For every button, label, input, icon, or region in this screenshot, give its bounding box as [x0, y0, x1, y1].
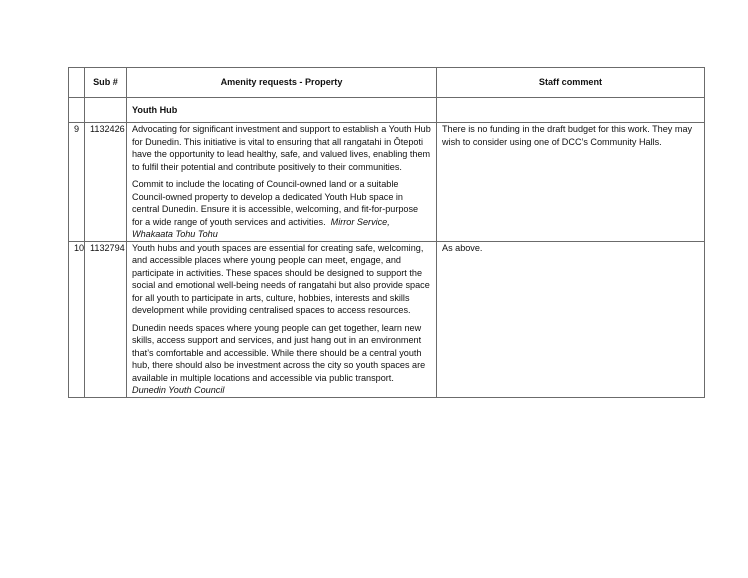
- section-empty-cell: [437, 98, 705, 123]
- submitter-signature: Dunedin Youth Council: [132, 385, 225, 395]
- section-empty-cell: [85, 98, 127, 123]
- amenity-requests-table: [68, 67, 705, 398]
- submission-number: 1132426: [85, 123, 127, 242]
- request-text: Dunedin needs spaces where young people can get together, learn new skills, access support and services, and just hang out in an environment that’s comfortable and accessible. While there should be a central youth hub, there should also be investment across the city so youth spaces are available in multiple locations and accessible via public transport.: [132, 322, 426, 383]
- request-cell: [127, 241, 437, 397]
- request-paragraph: Youth hubs and youth spaces are essential for creating safe, welcoming, and accessible places where young people can meet, engage, and participate in activities. These spaces should be designed to support the social and emotional well-being needs of rangatahi but also provide space for all youth to participate in arts, culture, hobbies, interests and skills development while providing centralised spaces to access resources.: [132, 242, 430, 315]
- section-row: [69, 98, 705, 123]
- submitter-signature: Mirror Service, Whakaata Tohu Tohu: [132, 216, 390, 239]
- staff-comment: As above.: [437, 241, 705, 397]
- request-paragraph: [132, 178, 431, 241]
- row-number: 10: [69, 241, 85, 397]
- table-row: [69, 241, 705, 397]
- submission-number: 1132794: [85, 241, 127, 397]
- request-cell: [127, 123, 437, 242]
- header-number: [69, 68, 85, 98]
- table-header-row: [69, 68, 705, 98]
- table-row: [69, 123, 705, 242]
- request-paragraph: [132, 322, 431, 397]
- section-empty-cell: [69, 98, 85, 123]
- request-paragraph: Advocating for significant investment and support to establish a Youth Hub for Dunedin. This initiative is vital to ensuring that all rangatahi in Ōtepoti have the opportunity to lead healthy, safe, and valued lives, enabling them to fulfil their potential and contribute positively to their communities.: [132, 124, 431, 172]
- header-amenity-requests: Amenity requests - Property: [127, 68, 437, 98]
- header-sub-number: Sub #: [85, 68, 127, 98]
- row-number: 9: [69, 123, 85, 242]
- staff-comment: There is no funding in the draft budget for this work. They may wish to consider using one of DCC’s Community Halls.: [437, 123, 705, 242]
- section-title: Youth Hub: [127, 98, 437, 123]
- request-text: Commit to include the locating of Council-owned land or a suitable Council-owned property to develop a dedicated Youth Hub space in central Dunedin. Ensure it is accessible, welcoming, and fit-for-purpose for a wide range of youth services and activities.: [132, 179, 419, 227]
- header-staff-comment: Staff comment: [437, 68, 705, 98]
